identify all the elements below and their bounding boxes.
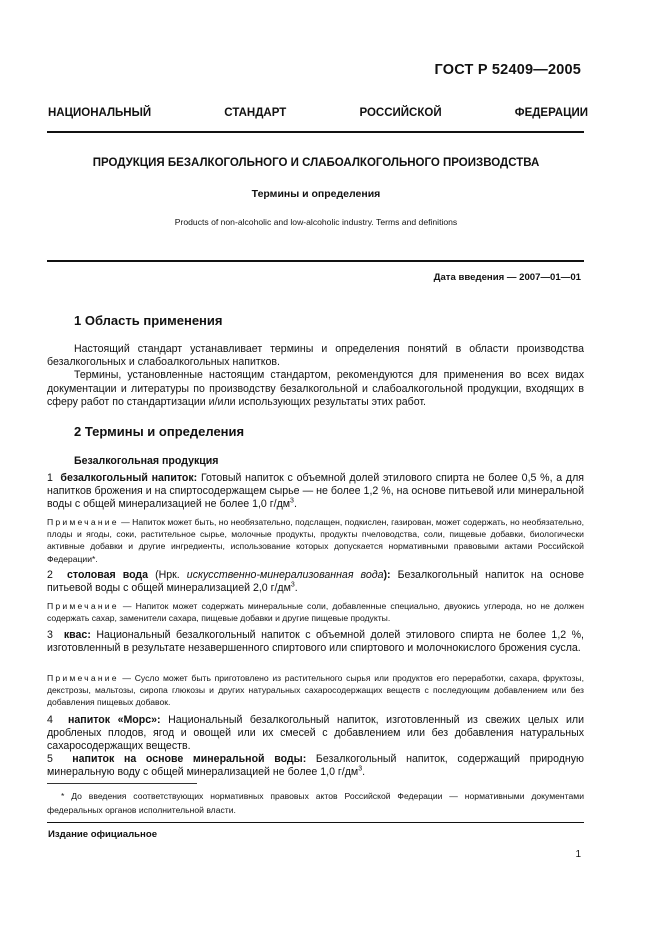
national-standard-header: НАЦИОНАЛЬНЫЙ СТАНДАРТ РОССИЙСКОЙ ФЕДЕРАЦИИ bbox=[48, 107, 588, 119]
term-1-end: . bbox=[293, 498, 297, 511]
term-5-sup: 3 bbox=[358, 765, 363, 773]
term-4 bbox=[47, 714, 584, 754]
document-title: ПРОДУКЦИЯ БЕЗАЛКОГОЛЬНОГО И СЛАБОАЛКОГОЛЬНОГО ПРОИЗВОДСТВА bbox=[92, 157, 540, 169]
term-1-name: безалкогольный напиток: bbox=[60, 472, 198, 484]
gost-number: ГОСТ Р 52409—2005 bbox=[434, 62, 581, 78]
title-rule bbox=[47, 260, 584, 262]
term-2-number: 2 bbox=[47, 569, 53, 581]
footnote-separator bbox=[47, 783, 197, 784]
term-3 bbox=[47, 629, 584, 655]
section-1-body bbox=[47, 343, 584, 409]
term-5-end: . bbox=[362, 766, 366, 779]
header-rule bbox=[47, 131, 584, 133]
edition-label: Издание официальное bbox=[48, 829, 158, 840]
section-1-heading: 1 Область применения bbox=[74, 313, 223, 328]
term-2-note bbox=[47, 600, 584, 624]
term-2-note-text: — Напиток может содержать минеральные соли, добавленные специально, двуокись углерода, но не должен содержать сахар, заменители сахара, пищевые добавки и другие пищевые продукты. bbox=[47, 601, 584, 624]
term-5 bbox=[47, 753, 584, 779]
introduction-date: Дата введения — 2007—01—01 bbox=[433, 272, 581, 283]
term-2-synonym: искусственно-минерализованная вода bbox=[186, 569, 384, 581]
note-label: Примечание bbox=[47, 601, 119, 611]
document-subtitle: Термины и определения bbox=[251, 188, 381, 200]
section-1-paragraph-2: Термины, установленные настоящим стандартом, рекомендуются для применения во всех видах документации и литературы по производству безалкогольной и слабоалкогольной продукции, входящих в сферу работ по стандартизации и/или использующих результаты этих работ. bbox=[47, 369, 584, 408]
term-2-end: . bbox=[294, 582, 298, 595]
term-3-number: 3 bbox=[47, 629, 53, 641]
term-4-name: напиток «Морс»: bbox=[68, 714, 161, 726]
term-5-number: 5 bbox=[47, 753, 53, 765]
page-number: 1 bbox=[575, 849, 581, 860]
term-3-name: квас: bbox=[63, 629, 91, 641]
note-label: Примечание bbox=[47, 517, 119, 527]
edition-rule bbox=[47, 822, 584, 823]
section-2-heading: 2 Термины и определения bbox=[74, 424, 245, 439]
term-1 bbox=[47, 472, 584, 512]
term-5-definition: Безалкогольный напиток, содержащий природную минеральную воду с общей минерализацией не более 1,0 г/дм bbox=[47, 753, 585, 779]
note-label: Примечание bbox=[47, 673, 119, 683]
term-2 bbox=[47, 569, 584, 595]
term-2-sup: 3 bbox=[290, 581, 295, 589]
section-2-subheading: Безалкогольная продукция bbox=[74, 455, 219, 467]
english-title: Products of non-alcoholic and low-alcoholic industry. Terms and definitions bbox=[174, 217, 458, 227]
section-1-paragraph-1: Настоящий стандарт устанавливает термины и определения понятий в области производства безалкогольных и слабоалкогольных напитков. bbox=[47, 343, 584, 369]
term-3-note-text: — Сусло может быть приготовлено из растительного сырья или продуктов его переработки, сахара, фруктозы, декстрозы, мальтозы, сиропа глюкозы и других натуральных сахаросодержащих веществ с последующим добавлением или без добавления пищевых добавок. bbox=[47, 673, 584, 708]
term-1-number: 1 bbox=[47, 472, 53, 484]
term-4-number: 4 bbox=[47, 714, 53, 726]
term-2-definition: Безалкогольный напиток на основе питьевой воды с общей минерализацией 2,0 г/дм bbox=[47, 569, 585, 595]
term-2-name: столовая вода bbox=[67, 569, 149, 581]
term-1-sup: 3 bbox=[290, 497, 294, 505]
term-1-definition: Готовый напиток с объемной долей этилового спирта не более 0,5 %, а для напитков брожения и на спиртосодержащем сырье — не более 1,2 %, на основе питьевой или минеральной воды с общей минерализацией не более 1,0 г/дм bbox=[47, 472, 585, 511]
term-3-definition: Национальный безалкогольный напиток с объемной долей этилового спирта не более 1,2 %, изготовленный в результате незавершенного спиртового или спиртового и молочнокислого брожения сусла. bbox=[47, 629, 584, 655]
term-2-paren-close: ): bbox=[383, 569, 391, 581]
term-5-name: напиток на основе минеральной воды: bbox=[72, 753, 307, 765]
term-3-note bbox=[47, 672, 584, 709]
footnote-text: * До введения соответствующих нормативных правовых актов Российской Федерации — нормативными документами федеральных органов исполнительной власти. bbox=[47, 791, 584, 815]
footnote bbox=[47, 790, 584, 817]
term-1-note-text: — Напиток может быть, но необязательно, подслащен, подкислен, газирован, может содержать, но необязательно, плоды и ягоды, соки, растительное сырье, молочные продукты, продукты пчеловодства, соли, пищевые добавки, биологически активные добавки и другие ингредиенты, использование которых допускается нормативными правовыми актами Российской Федерации*. bbox=[47, 517, 584, 564]
term-2-paren-open: (Нрк. bbox=[148, 569, 187, 581]
term-4-definition: Национальный безалкогольный напиток, изготовленный из свежих целых или дробленых плодов, ягод и овощей или их смесей с добавлением или без добавления натуральных сахаросодержащих веществ. bbox=[47, 714, 585, 753]
term-1-note bbox=[47, 516, 584, 565]
